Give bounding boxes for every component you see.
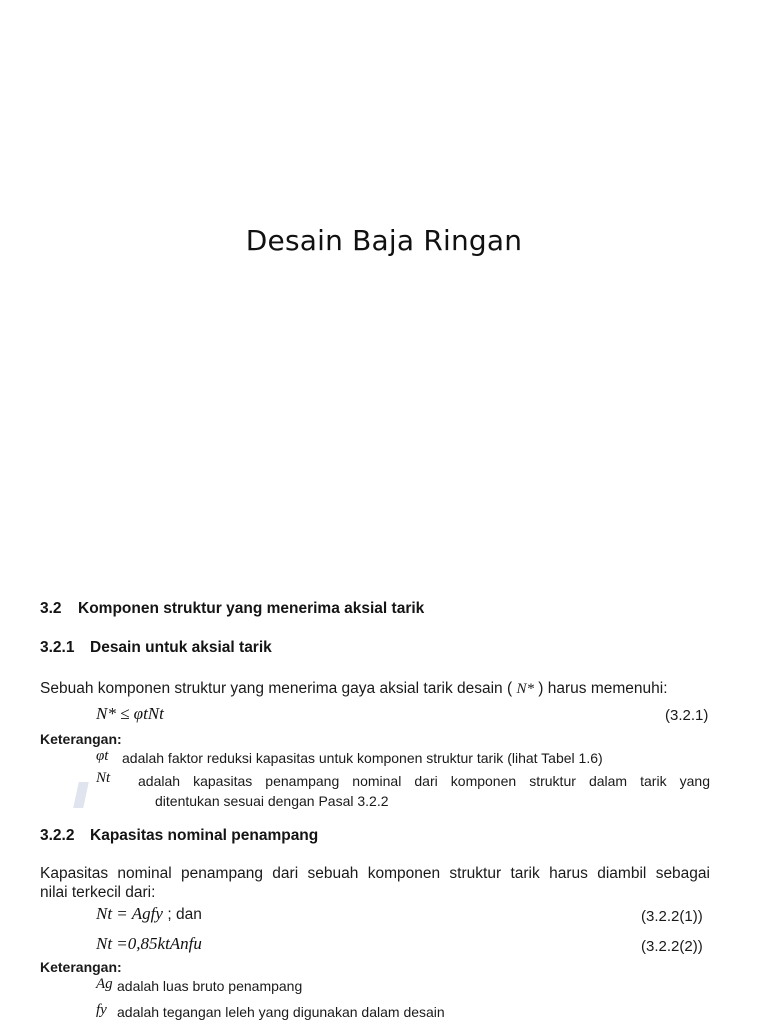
subsection-1-heading	[40, 639, 272, 657]
intro-before: Sebuah komponen struktur yang menerima gaya aksial tarik desain (	[40, 680, 513, 697]
subsection-1-title: Desain untuk aksial tarik	[90, 639, 272, 656]
symbol-a-g: Ag	[96, 976, 113, 992]
definition-f-y: adalah tegangan leleh yang digunakan dalam desain	[117, 1004, 445, 1020]
equation-3-2-2-1-formula: Nt = Agfy	[96, 904, 163, 923]
keterangan-2-label: Keterangan:	[40, 959, 122, 975]
paragraph-2-line-2: nilai terkecil dari:	[40, 884, 156, 901]
watermark-mark	[73, 782, 89, 808]
definition-a-g: adalah luas bruto penampang	[117, 978, 303, 994]
equation-3-2-2-1-number: (3.2.2(1))	[641, 908, 703, 925]
section-heading	[40, 600, 424, 618]
equation-3-2-2-1	[96, 904, 202, 924]
intro-paragraph	[40, 680, 668, 698]
definition-phi-t: adalah faktor reduksi kapasitas untuk komponen struktur tarik (lihat Tabel 1.6)	[122, 750, 603, 766]
symbol-f-y: fy	[96, 1002, 107, 1018]
slide-title: Desain Baja Ringan	[245, 224, 523, 257]
definition-n-t: adalah kapasitas penampang nominal dari komponen struktur dalam tarik yang	[138, 773, 710, 789]
section-number: 3.2	[40, 600, 62, 617]
paragraph-2-line-1: Kapasitas nominal penampang dari sebuah komponen struktur tarik harus diambil sebagai	[40, 865, 710, 882]
subsection-1-number: 3.2.1	[40, 639, 75, 656]
subsection-2-heading	[40, 827, 318, 845]
symbol-n-t: Nt	[96, 770, 111, 786]
equation-3-2-2-2-number: (3.2.2(2))	[641, 938, 703, 955]
document-image	[0, 590, 768, 1024]
symbol-phi-t: φt	[96, 748, 109, 764]
section-title: Komponen struktur yang menerima aksial tarik	[78, 600, 425, 617]
equation-3-2-2-2: Nt =0,85ktAnfu	[96, 934, 202, 953]
subsection-2-number: 3.2.2	[40, 827, 75, 844]
equation-3-2-2-1-suffix: ; dan	[167, 906, 202, 923]
keterangan-1-label: Keterangan:	[40, 731, 122, 747]
intro-symbol: N*	[516, 681, 534, 697]
subsection-2-title: Kapasitas nominal penampang	[90, 827, 319, 844]
equation-3-2-1-number: (3.2.1)	[665, 707, 709, 724]
intro-after: ) harus memenuhi:	[538, 680, 668, 697]
equation-3-2-1: N* ≤ φtNt	[96, 704, 164, 723]
definition-n-t-continuation: ditentukan sesuai dengan Pasal 3.2.2	[155, 793, 389, 809]
